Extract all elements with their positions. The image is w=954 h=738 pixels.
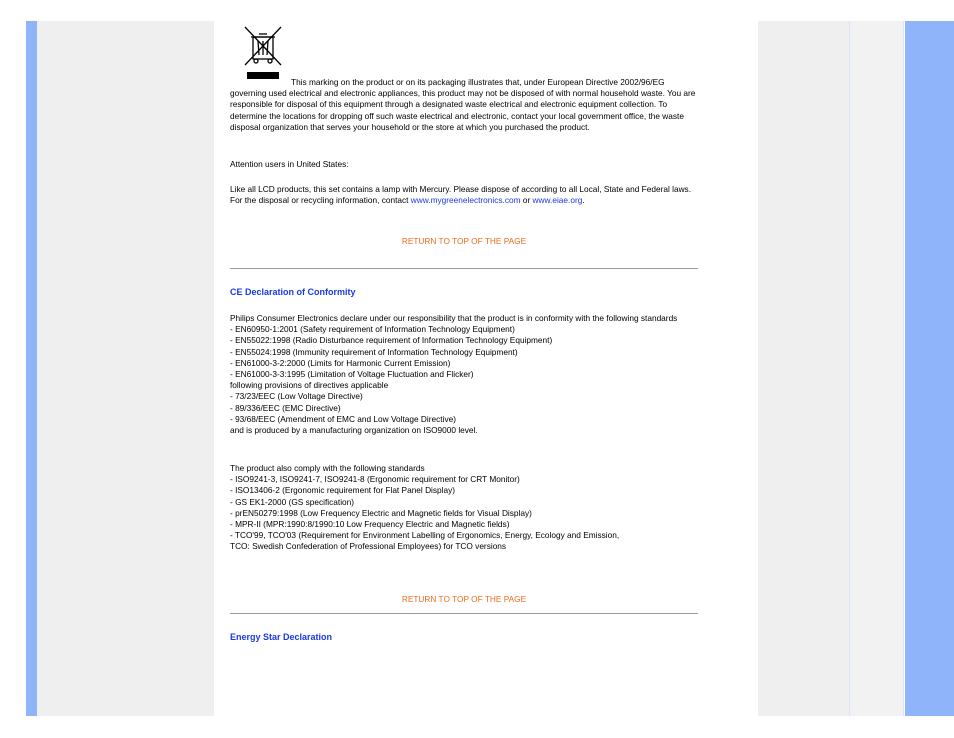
also-item: - MPR-II (MPR:1990:8/1990:10 Low Frequency Electric and Magnetic fields) [230, 519, 510, 530]
return-to-top-link[interactable]: RETURN TO TOP OF THE PAGE [401, 236, 527, 246]
ce-closing: and is produced by a manufacturing organization on ISO9000 level. [230, 425, 478, 436]
additional-standards [230, 463, 698, 553]
or-text: or [520, 195, 533, 206]
weee-text: This marking on the product or on its packaging illustrates that, under European Directive 2002/96/EG governing used electrical and electronic appliances, this product may not be disposed of with normal household waste. You are responsible for disposal of this equipment through a designated waste electrical and electronic equipment collection. To determine the locations for dropping off such waste electrical and electronic, contact your local government office, the waste disposal organization that serves your household or the store at which you purchased the product. [230, 77, 696, 132]
also-item: - TCO'99, TCO'03 (Requirement for Environment Labelling of Ergonomics, Energy, Ecology and Emission, [230, 530, 620, 541]
right-gutter [758, 21, 849, 716]
also-intro: The product also comply with the following standards [230, 463, 425, 473]
directive-item: - 73/23/EEC (Low Voltage Directive) [230, 391, 363, 402]
also-item: - ISO9241-3, ISO9241-7, ISO9241-8 (Ergonomic requirement for CRT Monitor) [230, 474, 520, 485]
also-item: - ISO13406-2 (Ergonomic requirement for Flat Panel Display) [230, 485, 456, 496]
ce-heading: CE Declaration of Conformity [230, 287, 356, 297]
also-item: TCO: Swedish Confederation of Professional Employees) for TCO versions [230, 541, 507, 552]
mygreenelectronics-link[interactable]: www.mygreenelectronics.com [410, 195, 521, 206]
divider [230, 268, 698, 269]
weee-paragraph [230, 77, 698, 133]
ce-standard-item: - EN61000-3-3:1995 (Limitation of Voltage Fluctuation and Flicker) [230, 369, 474, 380]
ce-standard-item: - EN55022:1998 (Radio Disturbance requirement of Information Technology Equipment) [230, 335, 553, 346]
ce-standard-item: - EN60950-1:2001 (Safety requirement of Information Technology Equipment) [230, 324, 515, 335]
directive-item: - 93/68/EEC (Amendment of EMC and Low Voltage Directive) [230, 413, 456, 424]
ce-intro: Philips Consumer Electronics declare under our responsibility that the product is in conformity with the following standards [230, 313, 678, 323]
energy-star-heading: Energy Star Declaration [230, 632, 333, 642]
also-item: - GS EK1-2000 (GS specification) [230, 496, 355, 507]
right-strip [849, 21, 904, 716]
right-accent-bar [905, 21, 954, 716]
left-accent-bar [26, 21, 37, 716]
ce-standard-item: - EN55024:1998 (Immunity requirement of Information Technology Equipment) [230, 346, 518, 357]
mercury-text: Like all LCD products, this set contains a lamp with Mercury. Please dispose of according to all Local, State and Federal laws. For the disposal or recycling information, contact [230, 184, 692, 206]
left-gutter [37, 21, 214, 716]
ce-standard-item: - EN61000-3-2:2000 (Limits for Harmonic Current Emission) [230, 357, 451, 368]
divider [230, 613, 698, 614]
directives-intro: following provisions of directives applicable [230, 380, 389, 391]
also-item: - prEN50279:1998 (Low Frequency Electric and Magnetic fields for Visual Display) [230, 507, 532, 518]
ce-declaration [230, 313, 698, 436]
return-to-top-link[interactable]: RETURN TO TOP OF THE PAGE [401, 594, 527, 604]
directive-item: - 89/336/EEC (EMC Directive) [230, 402, 341, 413]
mercury-paragraph [230, 184, 698, 206]
eiae-link[interactable]: www.eiae.org [532, 195, 583, 206]
period-text: . [582, 195, 585, 206]
attention-us: Attention users in United States: [230, 159, 349, 169]
